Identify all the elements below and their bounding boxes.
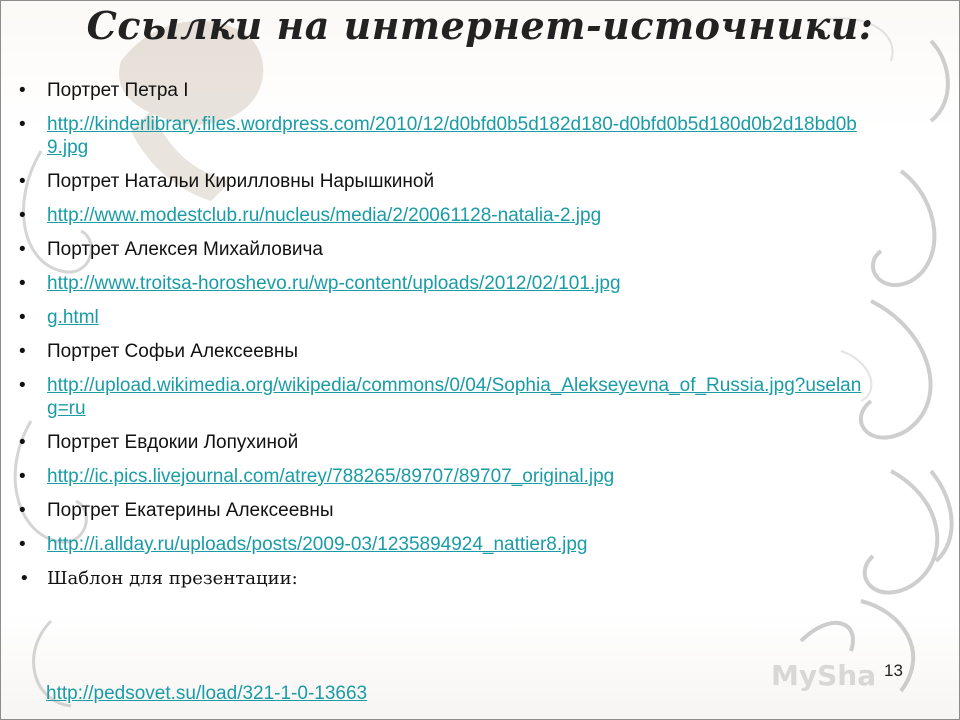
source-link[interactable]: g.html [47,307,99,328]
source-link[interactable]: http://upload.wikimedia.org/wikipedia/commons/0/04/Sophia_Alekseyevna_of_Russia.jpg?uselang=ru [47,375,862,419]
item-text: Портрет Софьи Алексеевны [47,341,298,362]
list-item [19,170,869,193]
list-item [19,374,869,420]
list-item [19,567,869,590]
list-item [19,499,869,522]
item-text: Портрет Евдокии Лопухиной [47,432,299,453]
list-item [19,272,869,295]
item-text: Портрет Натальи Кирилловны Нарышкиной [47,171,435,192]
list-item [19,465,869,488]
item-text: Портрет Петра I [47,80,189,101]
list-item [19,431,869,454]
list-item [19,306,869,329]
slide-title: Ссылки на интернет-источники: [86,3,874,48]
source-link[interactable]: http://ic.pics.livejournal.com/atrey/788265/89707/89707_original.jpg [47,466,615,487]
list-item [19,79,869,102]
source-link[interactable]: http://www.modestclub.ru/nucleus/media/2/20061128-natalia-2.jpg [47,205,602,226]
list-item [19,533,869,556]
page-number: 13 [884,661,903,680]
watermark-logo: MySha [771,659,877,692]
footer-link[interactable]: http://pedsovet.su/load/321-1-0-13663 [46,683,368,704]
list-item [19,238,869,261]
list-item [19,340,869,363]
source-list [19,79,869,601]
source-link[interactable]: http://www.troitsa-horoshevo.ru/wp-content/uploads/2012/02/101.jpg [47,273,621,294]
list-item [19,113,869,159]
item-text: Шаблон для презентации: [47,568,298,589]
list-item [19,204,869,227]
source-link[interactable]: http://kinderlibrary.files.wordpress.com/2010/12/d0bfd0b5d182d180-d0bfd0b5d180d0b2d18bd0b9.jpg [47,114,857,158]
item-text: Портрет Екатерины Алексеевны [47,500,334,521]
source-link[interactable]: http://i.allday.ru/uploads/posts/2009-03/1235894924_nattier8.jpg [47,534,588,555]
item-text: Портрет Алексея Михайловича [47,239,323,260]
